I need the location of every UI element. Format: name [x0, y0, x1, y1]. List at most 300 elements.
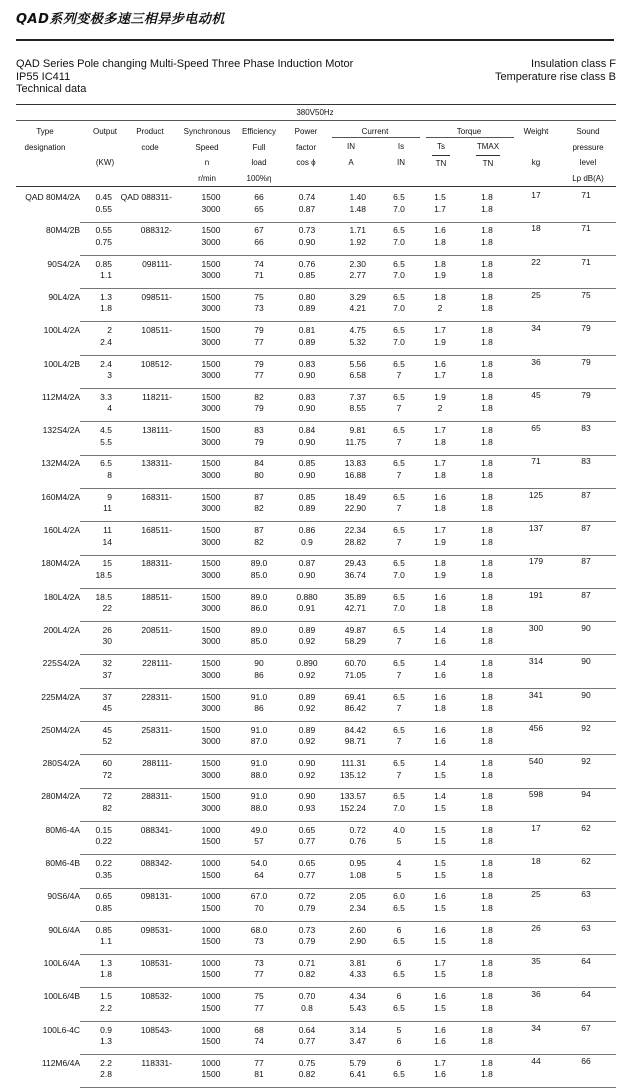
- output: 0.85: [95, 924, 112, 935]
- is-ratio: 6: [396, 1036, 402, 1046]
- table-row: [0, 789, 630, 822]
- ts-ratio: 1.6: [434, 491, 446, 502]
- power-factor: 0.79: [298, 902, 316, 913]
- current-in: 2.77: [349, 270, 366, 281]
- is-ratio: 6.5: [393, 225, 405, 236]
- current-in: 5.32: [349, 336, 366, 347]
- output: 45: [102, 724, 112, 735]
- tmax-ratio: 1.8: [481, 391, 493, 402]
- sound-level: 75: [581, 289, 591, 300]
- page-title-chinese: QAD系列变极多速三相异步电动机: [16, 12, 225, 27]
- is-ratio: 7: [396, 669, 402, 680]
- is-ratio: 7.0: [393, 270, 405, 281]
- ts-ratio: 1.7: [434, 370, 446, 380]
- speed: 3000: [201, 469, 221, 480]
- output: 1.3: [100, 291, 112, 302]
- is-ratio: 7: [396, 436, 402, 447]
- power-factor: 0.80: [298, 291, 316, 302]
- col-sound: Sound pressure level Lp dB(A): [572, 127, 604, 183]
- efficiency: 79: [254, 436, 264, 447]
- output: 2.4: [100, 336, 112, 347]
- col-efficiency: Efficiency Full load 100%η: [241, 127, 277, 183]
- speed: 3000: [201, 603, 221, 614]
- speed: 1500: [201, 358, 221, 369]
- tmax-ratio: 1.8: [481, 802, 493, 813]
- ts-ratio: 2: [437, 303, 443, 314]
- output: 11: [103, 525, 112, 535]
- tmax-ratio: 1.8: [481, 691, 493, 702]
- efficiency: 73: [254, 303, 264, 314]
- output: 0.75: [95, 236, 112, 247]
- sound-level: 71: [581, 223, 591, 234]
- power-factor: 0.890: [296, 658, 318, 669]
- speed: 1500: [201, 1002, 221, 1013]
- weight: 17: [531, 190, 541, 200]
- efficiency: 82: [254, 391, 264, 402]
- weight: 137: [528, 523, 544, 533]
- power-factor: 0.880: [296, 591, 318, 602]
- efficiency: 87: [254, 525, 264, 535]
- is-ratio: 6.5: [393, 1069, 405, 1080]
- current-in: 16.88: [344, 469, 366, 480]
- current-in: 29.43: [344, 558, 366, 569]
- output: 4.5: [100, 425, 112, 436]
- efficiency: 68.0: [250, 924, 268, 935]
- weight: 45: [531, 389, 541, 400]
- is-ratio: 6.5: [393, 325, 405, 336]
- efficiency: 81: [254, 1069, 264, 1080]
- col-current: Current: [361, 127, 389, 136]
- ts-ratio: 1.9: [434, 270, 446, 281]
- is-ratio: 7.0: [393, 203, 405, 214]
- current-in: 0.95: [349, 858, 366, 868]
- efficiency: 85.0: [250, 569, 268, 580]
- weight: 300: [528, 622, 544, 633]
- current-in: 58.29: [344, 636, 366, 647]
- efficiency: 68: [254, 1024, 264, 1035]
- tmax-ratio: 1.8: [481, 858, 493, 868]
- sound-level: 67: [581, 1022, 591, 1033]
- ts-ratio: 1.9: [434, 391, 446, 402]
- table-row: [0, 323, 630, 356]
- table-row: [0, 590, 630, 623]
- ts-ratio: 1.6: [434, 358, 446, 369]
- power-factor: 0.92: [298, 736, 316, 747]
- power-factor: 0.77: [298, 869, 316, 880]
- power-factor: 0.85: [298, 458, 316, 469]
- table-row: [0, 523, 630, 556]
- is-ratio: 6: [396, 957, 402, 968]
- current-in: 111.31: [341, 758, 366, 769]
- power-factor: 0.82: [298, 969, 316, 980]
- current-in: 60.70: [344, 658, 366, 669]
- product-code: 088342-: [140, 858, 172, 868]
- ts-ratio: 1.8: [434, 291, 446, 302]
- output: 0.85: [95, 902, 112, 913]
- weight: 25: [531, 289, 541, 300]
- power-factor: 0.70: [298, 991, 316, 1002]
- speed: 3000: [201, 703, 221, 713]
- current-in: 22.34: [344, 525, 366, 535]
- is-ratio: 7.0: [393, 303, 405, 314]
- table-row: [0, 690, 630, 723]
- is-ratio: 6.5: [393, 258, 405, 269]
- tmax-ratio: 1.8: [481, 969, 493, 980]
- type-designation: 225M4/2A: [41, 691, 80, 702]
- sound-level: 71: [581, 190, 591, 200]
- col-in: IN A: [347, 142, 355, 167]
- power-factor: 0.89: [298, 336, 316, 347]
- efficiency: 84: [254, 458, 264, 469]
- ts-ratio: 1.7: [434, 525, 446, 535]
- product-code: 118331-: [141, 1057, 172, 1068]
- current-in: 135.12: [340, 769, 366, 780]
- tmax-ratio: 1.8: [481, 403, 493, 414]
- sound-level: 87: [581, 556, 591, 567]
- tmax-ratio: 1.8: [481, 891, 493, 902]
- weight: 36: [531, 356, 541, 367]
- efficiency: 66: [254, 192, 264, 202]
- power-factor: 0.85: [298, 270, 316, 281]
- speed: 1000: [201, 1057, 221, 1068]
- is-ratio: 6.5: [393, 658, 405, 669]
- ts-ratio: 1.6: [434, 1036, 446, 1046]
- is-ratio: 7: [396, 370, 402, 380]
- current-in: 98.71: [344, 736, 366, 747]
- power-factor: 0.89: [298, 624, 316, 635]
- output: 72: [102, 791, 112, 802]
- tmax-ratio: 1.8: [481, 236, 493, 247]
- current-in: 84.42: [344, 724, 366, 735]
- type-designation: 250M4/2A: [41, 724, 80, 735]
- speed: 1500: [201, 691, 221, 702]
- col-power-factor: Power factor cos ϕ: [294, 127, 318, 167]
- weight: 18: [531, 223, 541, 234]
- output: 32: [102, 658, 112, 669]
- tmax-ratio: 1.8: [481, 536, 493, 547]
- power-factor: 0.86: [298, 525, 316, 535]
- speed: 1500: [201, 902, 221, 913]
- product-code: 088341-: [140, 824, 172, 835]
- efficiency: 88.0: [250, 802, 268, 813]
- tmax-ratio: 1.8: [481, 836, 493, 847]
- efficiency: 88.0: [250, 769, 268, 780]
- output: 14: [102, 536, 112, 547]
- ts-ratio: 1.6: [434, 991, 446, 1002]
- output: 0.85: [95, 258, 112, 269]
- tmax-ratio: 1.8: [481, 458, 493, 469]
- is-ratio: 6.5: [393, 902, 405, 913]
- speed: 3000: [201, 569, 221, 580]
- col-speed: Synchronous Speed n r/min: [183, 127, 231, 183]
- is-ratio: 7.0: [393, 802, 405, 813]
- tmax-ratio: 1.8: [481, 258, 493, 269]
- is-ratio: 6.5: [393, 358, 405, 369]
- col-torque: Torque: [456, 127, 482, 136]
- product-code: 108531-: [140, 957, 172, 968]
- current-in: 22.90: [344, 503, 366, 514]
- weight: 26: [531, 922, 541, 933]
- is-ratio: 7: [396, 403, 402, 414]
- series-title: QAD Series Pole changing Multi-Speed Three Phase Induction Motor: [16, 58, 354, 70]
- power-factor: 0.81: [298, 325, 316, 336]
- is-ratio: 6.5: [393, 525, 405, 535]
- type-designation: 280M4/2A: [41, 791, 80, 802]
- is-ratio: 6.5: [393, 591, 405, 602]
- is-ratio: 6.5: [393, 1002, 405, 1013]
- product-code: 098111-: [142, 258, 172, 269]
- power-factor: 0.65: [298, 824, 316, 835]
- ts-ratio: 1.6: [434, 691, 446, 702]
- is-ratio: 5: [396, 869, 402, 880]
- power-factor: 0.90: [298, 758, 316, 769]
- power-factor: 0.92: [298, 703, 316, 713]
- power-factor: 0.77: [298, 836, 316, 847]
- efficiency: 82: [254, 536, 264, 547]
- tmax-ratio: 1.8: [481, 591, 493, 602]
- col-product-code: Product code: [136, 127, 164, 152]
- tmax-ratio: 1.8: [481, 1024, 493, 1035]
- table-row: [0, 656, 630, 689]
- tmax-ratio: 1.8: [481, 270, 493, 281]
- efficiency: 89.0: [250, 624, 268, 635]
- power-factor: 0.83: [298, 358, 316, 369]
- efficiency: 86.0: [250, 603, 268, 614]
- efficiency: 67: [254, 225, 264, 236]
- power-factor: 0.8: [301, 1002, 313, 1013]
- speed: 1500: [201, 624, 221, 635]
- is-ratio: 6.5: [393, 969, 405, 980]
- current-in: 3.47: [349, 1036, 366, 1046]
- type-designation: 132M4/2A: [41, 458, 80, 469]
- output: 6.5: [100, 458, 112, 469]
- type-designation: 160M4/2A: [41, 491, 80, 502]
- weight: 540: [528, 756, 544, 767]
- tmax-ratio: 1.8: [481, 658, 493, 669]
- speed: 3000: [201, 236, 221, 247]
- table-row: [0, 190, 630, 223]
- speed: 1500: [201, 936, 221, 947]
- current-in: 5.56: [349, 358, 366, 369]
- efficiency: 87: [254, 491, 264, 502]
- ts-ratio: 1.6: [434, 1069, 446, 1080]
- current-in: 86.42: [344, 703, 366, 713]
- sound-level: 79: [581, 356, 591, 367]
- sound-level: 63: [581, 889, 591, 900]
- product-code: 138111-: [142, 425, 172, 436]
- is-ratio: 6.5: [393, 936, 405, 947]
- weight: 179: [528, 556, 544, 567]
- table-row: [0, 223, 630, 256]
- tmax-ratio: 1.8: [481, 225, 493, 236]
- speed: 1500: [201, 791, 221, 802]
- sound-level: 62: [581, 856, 591, 866]
- table-row: [0, 856, 630, 889]
- power-factor: 0.90: [298, 370, 316, 380]
- efficiency: 89.0: [250, 558, 268, 569]
- ts-ratio: 1.5: [434, 969, 446, 980]
- power-factor: 0.76: [298, 258, 316, 269]
- tmax-ratio: 1.8: [481, 736, 493, 747]
- table-row: [0, 423, 630, 456]
- weight: 18: [531, 856, 541, 866]
- ts-ratio: 1.7: [434, 1057, 446, 1068]
- speed: 1500: [201, 836, 221, 847]
- current-in: 18.49: [344, 491, 366, 502]
- current-in: 1.40: [349, 192, 366, 202]
- ts-ratio: 1.6: [434, 724, 446, 735]
- output: 0.45: [95, 192, 112, 202]
- col-is: Is IN: [397, 142, 405, 167]
- ts-ratio: 1.5: [434, 836, 446, 847]
- type-designation: 100L6-4C: [42, 1024, 80, 1035]
- output: 2.8: [100, 1069, 112, 1080]
- power-factor: 0.89: [298, 503, 316, 514]
- type-designation: 100L6/4B: [43, 991, 80, 1002]
- col-output: Output (KW): [92, 127, 117, 167]
- weight: 191: [528, 589, 544, 600]
- table-top-rule: [16, 104, 616, 105]
- power-factor: 0.77: [298, 1036, 316, 1046]
- product-code: 098511-: [141, 291, 172, 302]
- current-in: 6.41: [349, 1069, 366, 1080]
- ts-ratio: 1.9: [434, 336, 446, 347]
- speed: 1500: [201, 491, 221, 502]
- is-ratio: 6.5: [393, 791, 405, 802]
- power-factor: 0.87: [298, 203, 316, 214]
- efficiency: 73: [254, 936, 264, 947]
- current-in: 5.79: [349, 1057, 366, 1068]
- product-code: 288311-: [141, 791, 172, 802]
- tmax-ratio: 1.8: [481, 936, 493, 947]
- current-in: 2.90: [349, 936, 366, 947]
- is-ratio: 6.5: [393, 724, 405, 735]
- output: 9: [107, 491, 112, 502]
- current-in: 71.05: [344, 669, 366, 680]
- tmax-ratio: 1.8: [481, 1036, 493, 1046]
- output: 60: [102, 758, 112, 769]
- tmax-ratio: 1.8: [481, 758, 493, 769]
- output: 22: [102, 603, 112, 614]
- output: 18.5: [95, 569, 112, 580]
- is-ratio: 7: [396, 769, 402, 780]
- ts-ratio: 1.7: [434, 957, 446, 968]
- speed: 1500: [201, 1036, 221, 1046]
- is-ratio: 6.0: [393, 891, 405, 902]
- type-designation: 112M4/2A: [41, 391, 80, 402]
- product-code: 118211-: [142, 391, 172, 402]
- power-factor: 0.83: [298, 391, 316, 402]
- speed: 3000: [201, 636, 221, 647]
- efficiency: 67.0: [250, 891, 268, 902]
- tmax-ratio: 1.8: [481, 303, 493, 314]
- ts-ratio: 1.8: [434, 703, 446, 713]
- type-designation: 160L4/2A: [43, 525, 80, 535]
- is-ratio: 6: [396, 991, 402, 1002]
- type-designation: 180L4/2A: [43, 591, 80, 602]
- sound-level: 92: [581, 722, 591, 733]
- power-factor: 0.91: [298, 603, 316, 614]
- ts-ratio: 1.5: [434, 802, 446, 813]
- weight: 314: [528, 656, 544, 667]
- weight: 22: [531, 256, 541, 267]
- tmax-ratio: 1.8: [481, 370, 493, 380]
- current-in: 8.55: [349, 403, 366, 414]
- current-in: 9.81: [349, 425, 366, 436]
- output: 8: [107, 469, 112, 480]
- type-designation: 90S6/4A: [47, 891, 80, 902]
- power-factor: 0.73: [298, 225, 316, 236]
- ts-ratio: 1.4: [434, 658, 446, 669]
- speed: 3000: [201, 436, 221, 447]
- output: 1.3: [100, 957, 112, 968]
- header-bottom-rule: [16, 186, 616, 187]
- type-designation: 200L4/2A: [43, 624, 80, 635]
- speed: 1500: [201, 225, 221, 236]
- power-factor: 0.79: [298, 936, 316, 947]
- tmax-ratio: 1.8: [481, 724, 493, 735]
- tmax-ratio: 1.8: [481, 769, 493, 780]
- power-factor: 0.90: [298, 469, 316, 480]
- tmax-ratio: 1.8: [481, 469, 493, 480]
- table-row: [0, 1056, 630, 1089]
- product-code: 228311-: [141, 691, 172, 702]
- ts-ratio: 1.6: [434, 1024, 446, 1035]
- speed: 1000: [201, 924, 221, 935]
- output: 0.55: [95, 225, 112, 236]
- current-in: 28.82: [344, 536, 366, 547]
- efficiency: 91.0: [250, 758, 268, 769]
- ts-ratio: 2: [437, 403, 443, 414]
- weight: 125: [528, 489, 544, 500]
- efficiency: 79: [254, 403, 264, 414]
- output: 0.15: [95, 824, 112, 835]
- sound-level: 90: [581, 689, 591, 700]
- power-factor: 0.92: [298, 669, 316, 680]
- product-code: 188511-: [141, 591, 172, 602]
- product-code: 228111-: [142, 658, 172, 669]
- current-in: 4.21: [349, 303, 366, 314]
- sound-level: 94: [581, 789, 591, 800]
- tmax-ratio: 1.8: [481, 569, 493, 580]
- ts-ratio: 1.9: [434, 569, 446, 580]
- ts-ratio: 1.9: [434, 536, 446, 547]
- weight: 25: [531, 889, 541, 900]
- power-factor: 0.92: [298, 769, 316, 780]
- tmax-ratio: 1.8: [481, 957, 493, 968]
- ts-ratio: 1.5: [434, 858, 446, 868]
- table-row: [0, 823, 630, 856]
- power-factor: 0.75: [298, 1057, 316, 1068]
- tmax-ratio: 1.8: [481, 1057, 493, 1068]
- speed: 1500: [201, 258, 221, 269]
- tmax-ratio: 1.8: [481, 558, 493, 569]
- voltage-rule: [16, 120, 616, 121]
- efficiency: 91.0: [250, 791, 268, 802]
- sound-level: 71: [581, 256, 591, 267]
- type-designation: 132S4/2A: [42, 425, 80, 436]
- power-factor: 0.9: [301, 536, 313, 547]
- torque-rule: [426, 137, 514, 138]
- ts-ratio: 1.5: [434, 869, 446, 880]
- product-code: QAD 088311-: [120, 192, 172, 202]
- weight: 71: [531, 456, 541, 467]
- table-row: [0, 357, 630, 390]
- efficiency: 89.0: [250, 591, 268, 602]
- output: 0.65: [95, 891, 112, 902]
- col-tmax: TMAX TN: [470, 139, 506, 171]
- efficiency: 82: [254, 503, 264, 514]
